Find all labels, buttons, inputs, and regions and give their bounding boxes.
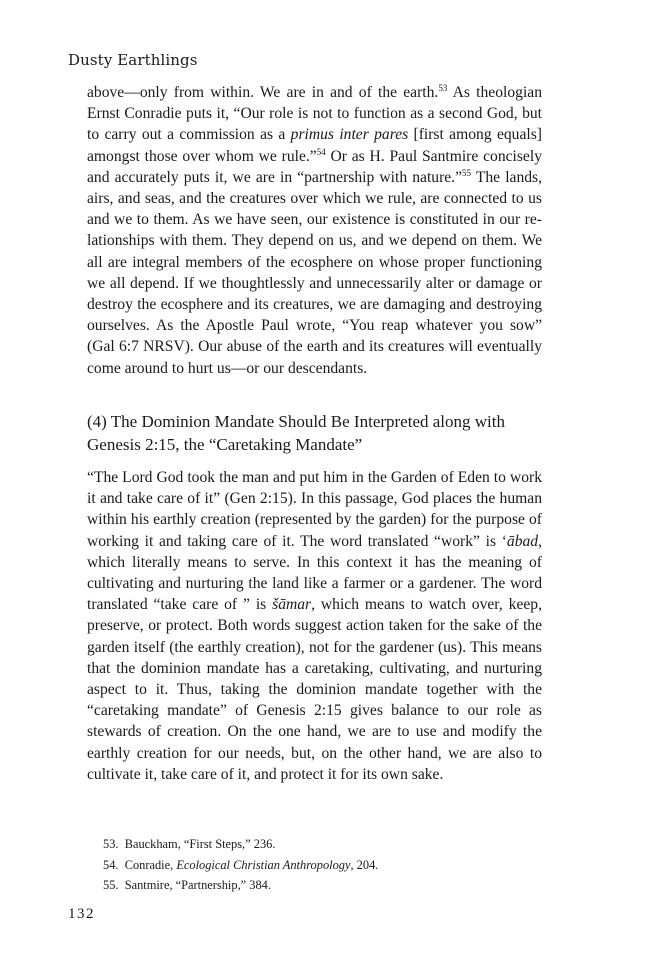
footnote-ref-55: 55: [462, 167, 472, 178]
footnote-53: [103, 834, 543, 855]
footnote-54: [103, 855, 543, 876]
italic-term: primus inter pares: [290, 126, 409, 144]
footnote-title: Ecological Christian Anthropology: [176, 857, 351, 872]
footnote-55: [103, 875, 543, 896]
footnote-text: , 204.: [350, 857, 379, 872]
footnote-ref-53: 53: [438, 83, 448, 93]
footnote-ref-54: 54: [316, 146, 326, 157]
italic-term: ābad: [506, 532, 539, 550]
footnote-label: 55.: [103, 878, 119, 893]
running-head: Dusty Earthlings: [68, 51, 198, 69]
footnote-text: Conradie,: [124, 857, 177, 872]
paragraph-text: [first among equals] amongst those over whom we rule.”: [87, 126, 542, 165]
section-heading: (4) The Dominion Mandate Should Be Interpreted along with Genesis 2:15, the “Caretaking Mandate”: [87, 412, 505, 454]
body-paragraph-1: [87, 82, 542, 379]
paragraph-text: , which literally means to serve. In this context it has the meaning of cultivating and nurturing the land like a farmer or a gardener. The word translated “take care of ” is: [87, 532, 542, 614]
italic-term: šāmar: [272, 596, 312, 614]
footnotes: [103, 834, 543, 896]
paragraph-text: Or as H. Paul Santmire concisely and accurately puts it, we are in “partnership with nature.”: [87, 147, 542, 186]
footnote-label: 53.: [103, 837, 119, 851]
paragraph-text: above—only from within. We are in and of the earth.: [87, 84, 439, 101]
footnote-text: Bauckham, “First Steps,” 236.: [124, 837, 276, 851]
footnote-text: Santmire, “Partnership,” 384.: [124, 878, 271, 893]
footnote-label: 54.: [103, 857, 119, 872]
paragraph-text: , which means to watch over, keep, preserve, or protect. Both words suggest action taken for the sake of the garden itself (the earthly creation), not for the gardener (us). This means that the dominion mandate has a caretaking, cultivating, and nurturing aspect to it. Thus, taking the dominion mandate together with the “caretaking mandate” of Genesis 2:15 gives balance to our role as stewards of creation. On the one hand, we are to use and modify the earthly creation for our needs, but, on the other hand, we are also to cultivate it, take care of it, and protect it for its own sake.: [87, 596, 542, 783]
paragraph-text: The lands, airs, and seas, and the creatures over which we rule, are connected to us and we to them. As we have seen, our existence is constituted in our relationships with them. They depend on us, and we depend on them. We all are integral members of the ecosphere on whose proper functioning we all depend. If we thoughtlessly and unnecessarily alter or damage or destroy the ecosphere and its creatures, we are damaging and destroying ourselves. As the Apostle Paul wrote, “You reap whatever you sow” (Gal 6:7 NRSV). Our abuse of the earth and its creatures will eventually come around to hurt us—or our descendants.: [87, 168, 543, 377]
body-paragraph-2: [87, 467, 542, 785]
paragraph-text: “The Lord God took the man and put him in the Garden of Eden to work it and take care of it” (Gen 2:15). In this passage, God places the human within his earthly creation (represented by the garden) for the purpose of working it and taking care of it. The word translated “work” is ‘: [87, 469, 542, 550]
page-number: 132: [68, 906, 95, 922]
paragraph-text: As theologian Ernst Conradie puts it, “Our role is not to function as a second God, but to carry out a commission as a: [87, 84, 543, 144]
